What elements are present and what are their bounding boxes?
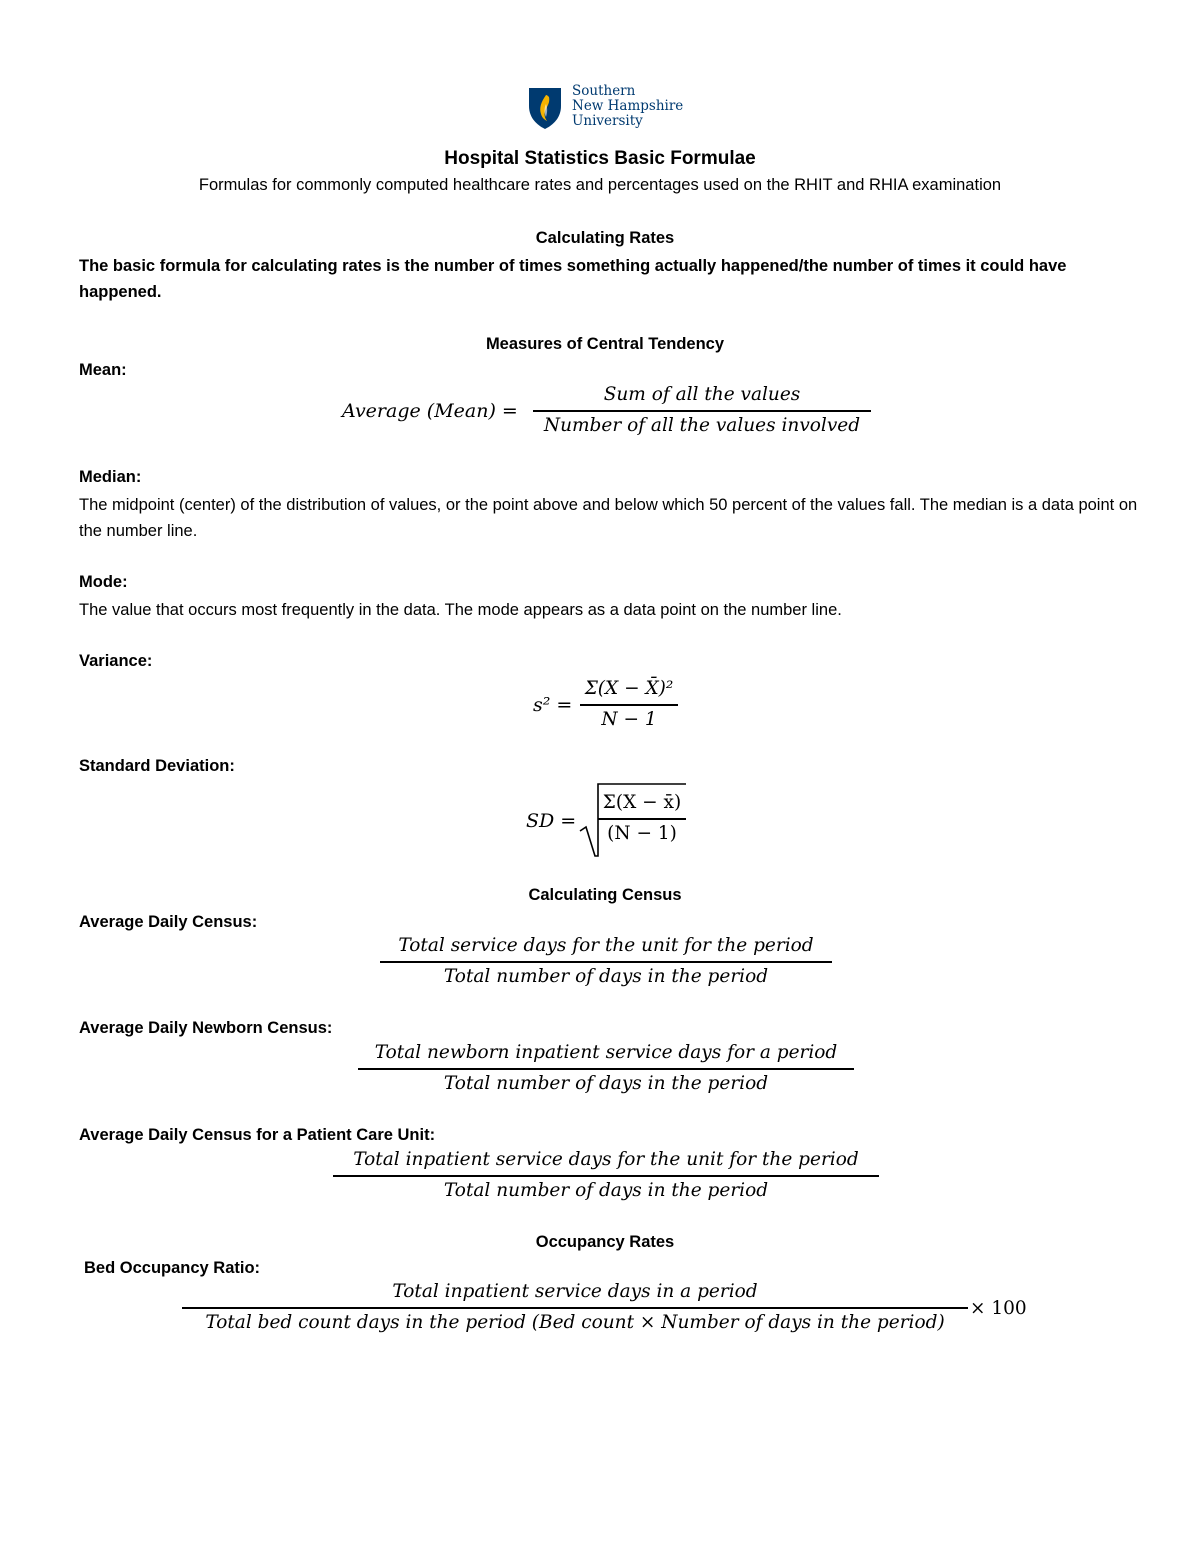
mean-lhs: Average (Mean) = [342, 400, 518, 422]
fraction-bar [333, 1175, 879, 1177]
sd-numerator: Σ(X − x̄) [602, 792, 682, 813]
variance-numerator: Σ(X − X̄)² [584, 678, 674, 699]
adc-denominator: Total number of days in the period [443, 965, 769, 987]
newborn-fraction [358, 1042, 854, 1095]
fraction-bar [182, 1307, 968, 1309]
fraction-bar [358, 1068, 854, 1070]
rates-heading: Calculating Rates [535, 229, 675, 247]
newborn-denominator: Total number of days in the period [443, 1072, 769, 1094]
logo-line-1: Southern [572, 83, 636, 99]
variance-lhs: s² = [533, 694, 573, 716]
adc-numerator: Total service days for the unit for the period [398, 935, 814, 956]
sd-lhs: SD = [526, 810, 577, 832]
mode-text: The value that occurs most frequently in the data. The mode appears as a data point on the number line. [79, 601, 842, 619]
newborn-label: Average Daily Newborn Census: [79, 1019, 333, 1037]
variance-denominator: N − 1 [601, 708, 657, 730]
median-label: Median: [79, 468, 142, 486]
mean-denominator: Number of all the values involved [543, 414, 861, 436]
mode-label: Mode: [79, 573, 128, 591]
mean-numerator: Sum of all the values [603, 384, 801, 405]
variance-label: Variance: [79, 652, 153, 670]
fraction-bar [380, 961, 832, 963]
bor-label: Bed Occupancy Ratio: [84, 1259, 261, 1277]
mean-label: Mean: [79, 361, 127, 379]
adc-fraction [380, 935, 832, 988]
pcu-label: Average Daily Census for a Patient Care Unit: [79, 1126, 436, 1144]
logo-wordmark [572, 84, 683, 129]
fraction-bar [533, 410, 871, 412]
university-logo [527, 84, 697, 132]
bor-fraction [182, 1281, 968, 1334]
census-heading: Calculating Census [528, 886, 682, 904]
pcu-numerator: Total inpatient service days for the unit for the period [353, 1149, 859, 1170]
sd-fraction [598, 792, 686, 845]
mean-fraction [533, 384, 871, 437]
logo-line-2: New Hampshire [572, 98, 684, 114]
page-title: Hospital Statistics Basic Formulae [444, 148, 756, 169]
variance-fraction [580, 678, 678, 731]
occupancy-heading: Occupancy Rates [535, 1233, 675, 1251]
fraction-bar [598, 818, 686, 820]
adc-label: Average Daily Census: [79, 913, 258, 931]
page-subtitle: Formulas for commonly computed healthcare rates and percentages used on the RHIT and RHIA examination [198, 176, 1002, 194]
rates-text: The basic formula for calculating rates is the number of times something actually happened/the number of times it could have happened. [79, 257, 1067, 301]
snhu-shield-icon [527, 86, 563, 130]
pcu-fraction [333, 1149, 879, 1202]
logo-line-3: University [572, 113, 643, 129]
newborn-numerator: Total newborn inpatient service days for a period [374, 1042, 838, 1063]
pcu-denominator: Total number of days in the period [443, 1179, 769, 1201]
central-tendency-heading: Measures of Central Tendency [485, 335, 725, 353]
sd-label: Standard Deviation: [79, 757, 235, 775]
fraction-bar [580, 704, 678, 706]
bor-multiplier: × 100 [970, 1298, 1027, 1319]
bor-numerator: Total inpatient service days in a period [392, 1281, 758, 1302]
median-text: The midpoint (center) of the distribution of values, or the point above and below which 50 percent of the values fall. The median is a data point on the number line. [79, 496, 1138, 540]
bor-denominator: Total bed count days in the period (Bed count × Number of days in the period) [205, 1311, 945, 1333]
sd-denominator: (N − 1) [607, 822, 677, 844]
